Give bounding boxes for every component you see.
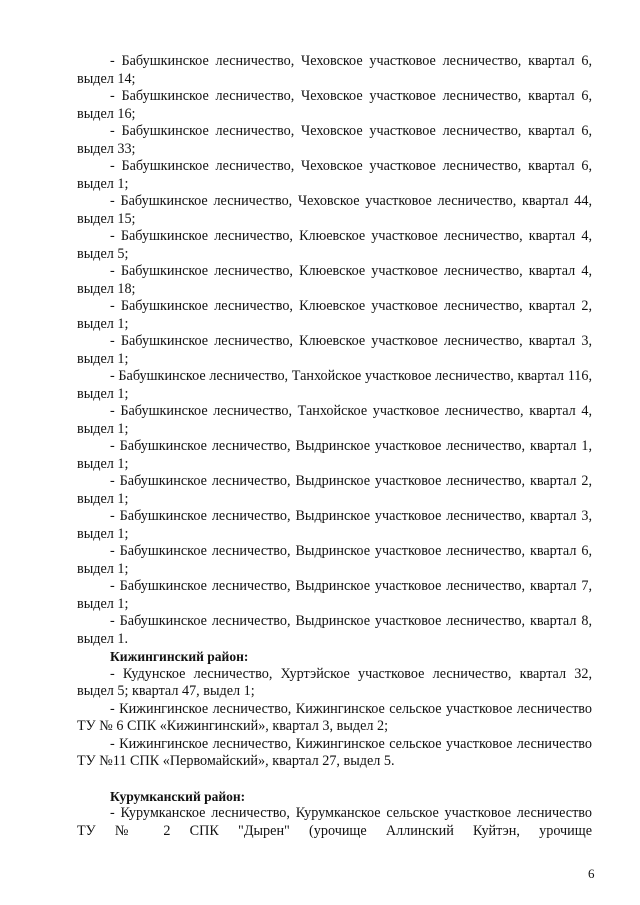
section-heading-kizhinga: Кижингинский район: [110, 649, 249, 664]
list-item: - Бабушкинское лесничество, Выдринское участковое лесничество, квартал 6, выдел 1; [77, 543, 592, 577]
list-item: - Бабушкинское лесничество, Танхойское участковое лесничество, квартал 4, выдел 1; [77, 403, 592, 437]
list-item: - Бабушкинское лесничество, Клюевское участковое лесничество, квартал 2, выдел 1; [77, 298, 592, 332]
list-item: - Кижингинское лесничество, Кижингинское сельское участковое лесничество ТУ № 6 СПК «Кижингинский», квартал 3, выдел 2; [77, 700, 592, 734]
page-number: 6 [588, 866, 595, 881]
section-heading-kurumkan: Курумканский район: [110, 788, 246, 804]
list-item: - Бабушкинское лесничество, Чеховское участковое лесничество, квартал 6, выдел 16; [77, 88, 592, 122]
list-item: - Бабушкинское лесничество, Чеховское участковое лесничество, квартал 6, выдел 1; [77, 158, 592, 192]
list-item: - Бабушкинское лесничество, Выдринское участковое лесничество, квартал 2, выдел 1; [77, 473, 592, 507]
list-item: - Бабушкинское лесничество, Выдринское участковое лесничество, квартал 7, выдел 1; [77, 578, 592, 612]
list-item: - Бабушкинское лесничество, Выдринское участковое лесничество, квартал 8, выдел 1. [77, 613, 592, 647]
document-body [77, 53, 592, 840]
list-item: - Бабушкинское лесничество, Выдринское участковое лесничество, квартал 1, выдел 1; [77, 438, 592, 472]
list-item: - Курумканское лесничество, Курумканское сельское участковое лесничество ТУ № 2 СПК "Дырен" (урочище Аллинский Куйтэн, урочище [77, 805, 592, 839]
list-item: - Бабушкинское лесничество, Клюевское участковое лесничество, квартал 4, выдел 5; [77, 228, 592, 262]
section-spacer [77, 771, 592, 788]
list-item: - Бабушкинское лесничество, Танхойское участковое лесничество, квартал 116, выдел 1; [77, 368, 592, 402]
list-item: - Бабушкинское лесничество, Клюевское участковое лесничество, квартал 4, выдел 18; [77, 263, 592, 297]
list-item: - Кудунское лесничество, Хуртэйское участковое лесничество, квартал 32, выдел 5; квартал 47, выдел 1; [77, 665, 592, 699]
list-item: - Бабушкинское лесничество, Чеховское участковое лесничество, квартал 6, выдел 33; [77, 123, 592, 157]
list-item: - Бабушкинское лесничество, Чеховское участковое лесничество, квартал 6, выдел 14; [77, 53, 592, 87]
list-item: - Бабушкинское лесничество, Выдринское участковое лесничество, квартал 3, выдел 1; [77, 508, 592, 542]
list-item: - Кижингинское лесничество, Кижингинское сельское участковое лесничество ТУ №11 СПК «Первомайский», квартал 27, выдел 5. [77, 735, 592, 769]
list-item: - Бабушкинское лесничество, Чеховское участковое лесничество, квартал 44, выдел 15; [77, 193, 592, 227]
list-item: - Бабушкинское лесничество, Клюевское участковое лесничество, квартал 3, выдел 1; [77, 333, 592, 367]
